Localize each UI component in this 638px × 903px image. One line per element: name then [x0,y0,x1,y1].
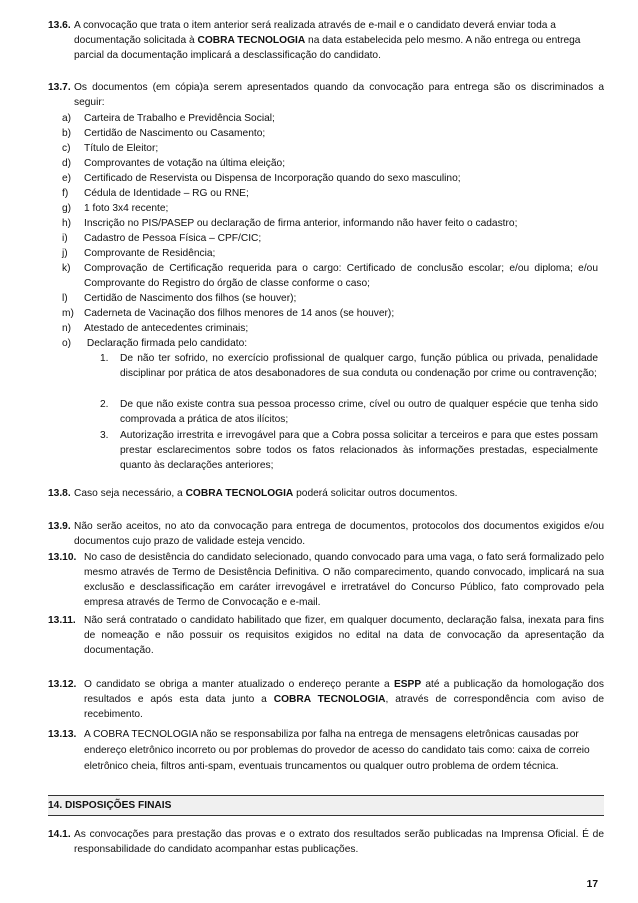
list-item: o) Declaração firmada pelo candidato: [62,338,248,349]
item-13-6: 13.6. A convocação que trata o item anterior será realizada através de e-mail e o candidato deverá enviar toda a documentação solicitada à COBRA TECNOLOGIA na data estabelecida pelo mesmo. A não entrega ou entrega parcial da documentação implicará a desclassificação do candidato. [48,20,581,61]
item-13-13: 13.13. A COBRA TECNOLOGIA não se responsabiliza por falha na entrega de mensagens eletrônicas causadas por endereço eletrônico incorreto ou por problemas do provedor de acesso do candidato tais como: caixa de correio eletrônico cheia, filtros anti-spam, eventuais truncamentos ou qualquer outro problema de ordem técnica. [48,729,590,772]
section-heading: 14. DISPOSIÇÕES FINAIS [48,795,604,816]
list-item: b) Certidão de Nascimento ou Casamento; [62,128,266,139]
list-item: h) Inscrição no PIS/PASEP ou declaração de firma anterior, informando não haver feito o cadastro; [62,218,518,229]
list-item: e) Certificado de Reservista ou Dispensa de Incorporação quando do sexo masculino; [62,173,461,184]
list-item: c) Título de Eleitor; [62,143,159,154]
list-item: m) Caderneta de Vacinação dos filhos menores de 14 anos (se houver); [62,308,395,319]
item-13-8: 13.8. Caso seja necessário, a COBRA TECNOLOGIA poderá solicitar outros documentos. [48,488,458,499]
list-item: l) Certidão de Nascimento dos filhos (se houver); [62,293,297,304]
list-item: k) Comprovação de Certificação requerida para o cargo: Certificado de conclusão escolar; e/ou diploma; e/ou Comprovante do Registro do órgão de classe conforme o caso; [62,263,598,289]
item-13-9: 13.9. Não serão aceitos, no ato da convocação para entrega de documentos, protocolos dos documentos exigidos e/ou documentos cujo prazo de validade esteja vencido. [48,521,604,547]
list-item: f) Cédula de Identidade – RG ou RNE; [62,188,249,199]
list-item: g) 1 foto 3x4 recente; [62,203,169,214]
list-item: j) Comprovante de Residência; [62,248,216,259]
item-13-7: 13.7. Os documentos (em cópia)a serem apresentados quando da convocação para entrega são os discriminados a seguir: [48,82,604,108]
list-item: d) Comprovantes de votação na última eleição; [62,158,286,169]
document-page: 13.6. A convocação que trata o item anterior será realizada através de e-mail e o candidato deverá enviar toda a documentação solicitada à COBRA TECNOLOGIA na data estabelecida pelo mesmo. A não entrega ou entrega parcial da documentação implicará a desclassificação do candidato. 13.7. Os documentos (em cópia)a serem apresentados quando da convocação para entrega são os discriminados a seguir: a) Carteira de Trabalho e Previdência Social; b) Certidão de Nascimento ou Casamento; c) Título de Eleitor; d) Comprovantes de votação na última eleição; e) Certificado de Reservista ou Dispensa de Incorporação quando do sexo masculino; f) Cédula de Identidade – RG ou RNE; g) 1 foto 3x4 recente; h) Inscrição no PIS/PASEP ou declaração de firma anterior, informando não haver feito o cadastro; i) Cadastro de Pessoa Física – CPF/CIC; j) Comprovante de Residência; k) Comprovação de Certificação requerida para o cargo: Certificado de conclusão escolar; e/ou diploma; e/ou Comprovante do Registro do órgão de classe conforme o caso; l) Certidão de Nascimento dos filhos (se houver); m) Caderneta de Vacinação dos filhos menores de 14 anos (se houver); n) Atestado de antecedentes criminais; o) Declaração firmada pelo candidato: 1. De não ter sofrido, no exercício profissional de qualquer cargo, função pública ou privada, penalidade disciplinar por prática de atos desabonadores de sua conduta ou condenação por crime ou contravenção; 2. De que não existe contra sua pessoa processo crime, cível ou outro de qualquer espécie que tenha sido comprovada a prática de atos ilícitos; 3. Autorização irrestrita e irrevogável para que a Cobra possa solicitar a terceiros e para que estes possam prestar esclarecimentos sobre todos os fatos relacionados às informações prestadas, especialmente quanto às declarações anteriores; 13.8. Caso seja necessário, a COBRA TECNOLOGIA poderá solicitar outros documentos. 13.9. Não serão aceitos, no ato da convocação para entrega de documentos, protocolos dos documentos exigidos e/ou documentos cujo prazo de validade esteja vencido. 13.10. No caso de desistência do candidato selecionado, quando convocado para uma vaga, o fato será formalizado pelo mesmo através de Termo de Desistência Definitiva. O não comparecimento, quando convocado, implicará na sua exclusão e desclassificação em caráter irrevogável e irretratável do Concurso Público, fato comprovado pela empresa através de Termo de Convocação e e-mail. 13.11. Não será contratado o candidato habilitado que fizer, em qualquer documento, declaração falsa, inexata para fins de nomeação e não possuir os requisitos exigidos no edital na data de convocação da apresentação da documentação. 13.12. O candidato se obriga a manter atualizado o endereço perante a ESPP até a publicação da homologação dos resultados e após esta data junto a COBRA TECNOLOGIA, através de correspondência com aviso de recebimento. 13.13. A COBRA TECNOLOGIA não se responsabiliza por falha na entrega de mensagens eletrônicas causadas por endereço eletrônico incorreto ou por problemas do provedor de acesso do candidato tais como: caixa de correio eletrônico cheia, filtros anti-spam, eventuais truncamentos ou qualquer outro problema de ordem técnica. 14. DISPOSIÇÕES FINAIS 14.1. As convocações para prestação das provas e o extrato dos resultados serão publicadas na Imprensa Oficial. É de responsabilidade do candidato acompanhar estas publicações. 17 [48,20,604,890]
item-13-11: 13.11. Não será contratado o candidato habilitado que fizer, em qualquer documento, declaração falsa, inexata para fins de nomeação e não possuir os requisitos exigidos no edital na data de convocação da apresentação da documentação. [48,615,604,656]
list-item: n) Atestado de antecedentes criminais; [62,323,249,334]
page-number: 17 [586,879,598,890]
item-13-10: 13.10. No caso de desistência do candidato selecionado, quando convocado para uma vaga, o fato será formalizado pelo mesmo através de Termo de Desistência Definitiva. O não comparecimento, quando convocado, implicará na sua exclusão e desclassificação em caráter irrevogável e irretratável do Concurso Público, fato comprovado pela empresa através de Termo de Convocação e e-mail. [48,552,604,608]
list-item: a) Carteira de Trabalho e Previdência Social; [62,113,275,124]
item-13-12: 13.12. O candidato se obriga a manter atualizado o endereço perante a ESPP até a publicação da homologação dos resultados e após esta data junto a COBRA TECNOLOGIA, através de correspondência com aviso de recebimento. [48,679,604,720]
item-14-1: 14.1. As convocações para prestação das provas e o extrato dos resultados serão publicadas na Imprensa Oficial. É de responsabilidade do candidato acompanhar estas publicações. [48,829,604,855]
list-item: i) Cadastro de Pessoa Física – CPF/CIC; [62,233,262,244]
